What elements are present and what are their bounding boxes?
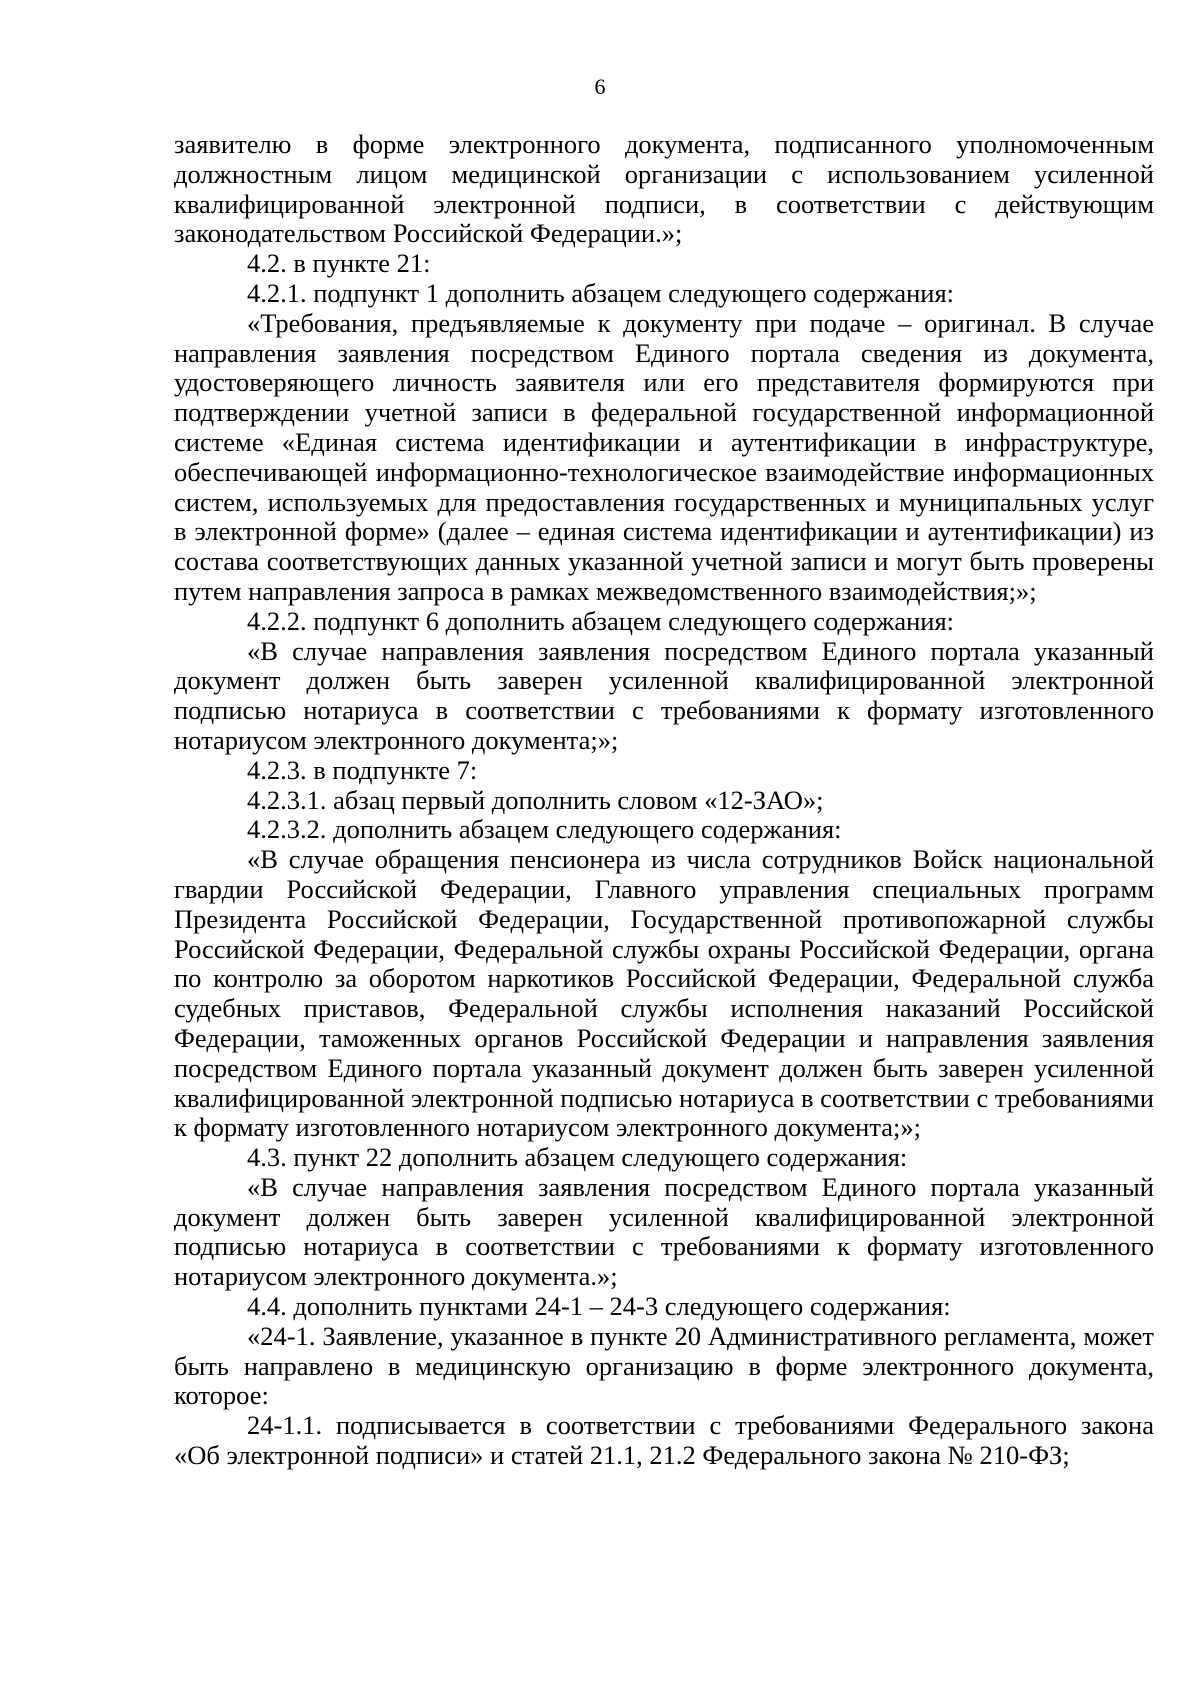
- paragraph: 24-1.1. подписывается в соответствии с требованиями Федерального закона «Об электронной подписи» и статей 21.1, 21.2 Федерального закона № 210-ФЗ;: [174, 1410, 1154, 1471]
- paragraph: «В случае направления заявления посредством Единого портала указанный документ должен быть заверен усиленной квалифицированной электронной подписью нотариуса в соответствии с требованиями к формату изготовленного нотариусом электронного документа.»;: [174, 1171, 1154, 1292]
- page-number: 6: [594, 74, 606, 99]
- paragraph: 4.2.3. в подпункте 7:: [247, 754, 478, 785]
- paragraph: 4.2.2. подпункт 6 дополнить абзацем следующего содержания:: [247, 605, 955, 636]
- paragraph: «24-1. Заявление, указанное в пункте 20 Административного регламента, может быть направлено в медицинскую организацию в форме электронного документа, которое:: [174, 1320, 1154, 1411]
- paragraph: «В случае обращения пенсионера из числа сотрудников Войск национальной гвардии Российской Федерации, Главного управления специальных программ Президента Российской Федерации, Государственной противопожарной службы Российской Федерации, Федеральной службы охраны Российской Федерации, органа по контролю за оборотом наркотиков Российской Федерации, Федеральной служба судебных приставов, Федеральной службы исполнения наказаний Российской Федерации, таможенных органов Российской Федерации и направления заявления посредством Единого портала указанный документ должен быть заверен усиленной квалифицированной электронной подписью нотариуса в соответствии с требованиями к формату изготовленного нотариусом электронного документа;»;: [174, 844, 1154, 1143]
- paragraph: 4.3. пункт 22 дополнить абзацем следующего содержания:: [247, 1142, 908, 1173]
- paragraph: 4.2.3.1. абзац первый дополнить словом «12-ЗАО»;: [247, 784, 824, 815]
- paragraph: 4.4. дополнить пунктами 24-1 – 24-3 следующего содержания:: [247, 1291, 951, 1322]
- paragraph: 4.2.1. подпункт 1 дополнить абзацем следующего содержания:: [247, 277, 955, 308]
- paragraph: заявителю в форме электронного документа, подписанного уполномоченным должностным лицом медицинской организации с использованием усиленной квалифицированной электронной подписи, в соответствии с действующим законодательством Российской Федерации.»;: [174, 129, 1154, 249]
- paragraph: «Требования, предъявляемые к документу при подаче – оригинал. В случае направления заявления посредством Единого портала сведения из документа, удостоверяющего личность заявителя или его представителя формируются при подтверждении учетной записи в федеральной государственной информационной системе «Единая система идентификации и аутентификации в инфраструктуре, обеспечивающей информационно-технологическое взаимодействие информационных систем, используемых для предоставления государственных и муниципальных услуг в электронной форме» (далее – единая система идентификации и аутентификации) из состава соответствующих данных указанной учетной записи и могут быть проверены путем направления запроса в рамках межведомственного взаимодействия;»;: [174, 307, 1154, 606]
- paragraph: 4.2.3.2. дополнить абзацем следующего содержания:: [247, 814, 842, 845]
- paragraph: 4.2. в пункте 21:: [247, 248, 431, 279]
- paragraph: «В случае направления заявления посредством Единого портала указанный документ должен быть заверен усиленной квалифицированной электронной подписью нотариуса в соответствии с требованиями к формату изготовленного нотариусом электронного документа;»;: [174, 635, 1154, 755]
- document-body: [174, 130, 1154, 1471]
